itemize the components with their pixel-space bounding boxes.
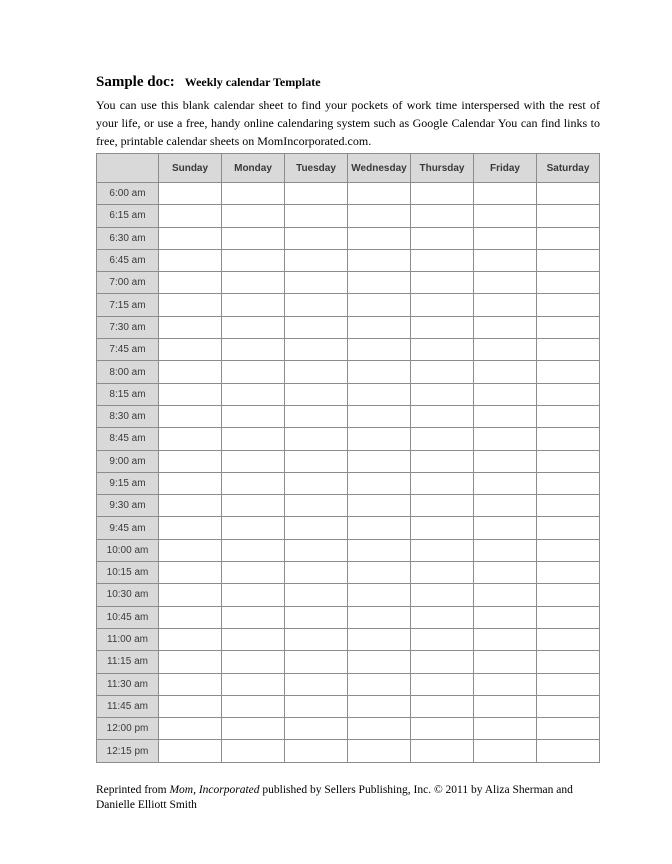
calendar-cell [537,383,600,405]
calendar-cell [537,405,600,427]
calendar-cell [222,205,285,227]
calendar-cell [285,539,348,561]
calendar-cell [537,695,600,717]
calendar-cell [159,539,222,561]
calendar-cell [411,405,474,427]
calendar-cell [474,651,537,673]
calendar-cell [159,383,222,405]
time-label: 8:15 am [97,383,159,405]
calendar-cell [411,339,474,361]
calendar-cell [285,183,348,205]
calendar-cell [474,740,537,762]
calendar-cell [159,628,222,650]
calendar-cell [222,294,285,316]
time-slot-row [97,383,600,405]
calendar-cell [537,472,600,494]
time-slot-row [97,584,600,606]
calendar-cell [474,339,537,361]
calendar-cell [348,472,411,494]
calendar-cell [222,562,285,584]
time-slot-row [97,606,600,628]
calendar-cell [285,249,348,271]
time-label: 9:30 am [97,495,159,517]
calendar-cell [537,740,600,762]
calendar-cell [411,183,474,205]
calendar-cell [222,539,285,561]
calendar-cell [537,495,600,517]
calendar-cell [537,249,600,271]
calendar-cell [285,584,348,606]
calendar-cell [474,361,537,383]
calendar-cell [537,361,600,383]
calendar-cell [537,272,600,294]
calendar-cell [411,205,474,227]
calendar-cell [348,227,411,249]
calendar-cell [411,628,474,650]
calendar-cell [348,539,411,561]
calendar-cell [348,249,411,271]
calendar-cell [222,227,285,249]
time-label: 8:45 am [97,428,159,450]
title-subtitle: Weekly calendar Template [184,75,321,89]
calendar-cell [222,272,285,294]
calendar-cell [222,606,285,628]
calendar-cell [159,272,222,294]
calendar-cell [474,673,537,695]
time-slot-row [97,205,600,227]
time-slot-row [97,316,600,338]
calendar-cell [285,383,348,405]
time-label: 6:15 am [97,205,159,227]
time-label: 6:00 am [97,183,159,205]
calendar-cell [159,405,222,427]
time-label: 8:30 am [97,405,159,427]
calendar-cell [537,339,600,361]
calendar-cell [348,294,411,316]
calendar-body [97,183,600,763]
calendar-cell [411,673,474,695]
calendar-cell [537,562,600,584]
calendar-cell [411,428,474,450]
calendar-cell [159,495,222,517]
calendar-cell [222,584,285,606]
calendar-cell [411,718,474,740]
calendar-cell [474,294,537,316]
calendar-cell [285,227,348,249]
time-slot-row [97,183,600,205]
calendar-cell [159,740,222,762]
intro-paragraph: You can use this blank calendar sheet to find your pockets of work time interspersed with the rest of your life, or use a free, handy online calendaring system such as Google Calendar You can find links to free, printable calendar sheets on MomIncorporated.com. [96,98,600,148]
calendar-cell [159,450,222,472]
time-slot-row [97,249,600,271]
time-slot-row [97,673,600,695]
calendar-cell [159,205,222,227]
calendar-cell [222,405,285,427]
day-header: Saturday [537,154,600,183]
day-header: Sunday [159,154,222,183]
calendar-cell [348,584,411,606]
time-slot-row [97,651,600,673]
calendar-cell [348,183,411,205]
calendar-cell [411,606,474,628]
footer-credit [96,783,600,813]
calendar-cell [474,249,537,271]
calendar-cell [285,562,348,584]
calendar-cell [537,673,600,695]
calendar-cell [348,673,411,695]
calendar-cell [474,718,537,740]
calendar-cell [285,472,348,494]
calendar-cell [348,651,411,673]
calendar-cell [222,316,285,338]
calendar-cell [537,718,600,740]
day-header: Wednesday [348,154,411,183]
calendar-cell [222,472,285,494]
calendar-cell [222,450,285,472]
calendar-cell [474,628,537,650]
calendar-cell [348,450,411,472]
calendar-cell [348,383,411,405]
calendar-cell [537,606,600,628]
calendar-cell [348,562,411,584]
calendar-cell [474,205,537,227]
title-label: Sample doc: [96,74,175,90]
calendar-cell [159,294,222,316]
calendar-cell [474,183,537,205]
calendar-cell [348,606,411,628]
calendar-cell [159,227,222,249]
calendar-cell [159,361,222,383]
calendar-cell [285,428,348,450]
time-slot-row [97,539,600,561]
calendar-cell [348,316,411,338]
time-label: 11:30 am [97,673,159,695]
time-label: 10:00 am [97,539,159,561]
time-slot-row [97,405,600,427]
calendar-cell [285,272,348,294]
calendar-cell [537,450,600,472]
time-slot-row [97,450,600,472]
calendar-cell [285,450,348,472]
time-slot-row [97,695,600,717]
calendar-cell [411,495,474,517]
calendar-cell [222,673,285,695]
calendar-cell [411,272,474,294]
footer-prefix: Reprinted from [96,784,170,796]
calendar-cell [159,606,222,628]
calendar-cell [285,695,348,717]
calendar-cell [474,227,537,249]
footer-suffix: published by Sellers Publishing, Inc. © 2011 by Aliza Sherman and Danielle Elliott Smith [96,784,573,811]
calendar-cell [411,472,474,494]
calendar-cell [285,606,348,628]
time-label: 8:00 am [97,361,159,383]
calendar-cell [474,383,537,405]
calendar-cell [222,495,285,517]
time-label: 7:15 am [97,294,159,316]
calendar-cell [411,651,474,673]
time-label: 7:00 am [97,272,159,294]
time-slot-row [97,472,600,494]
calendar-header-row [97,154,600,183]
time-label: 12:00 pm [97,718,159,740]
calendar-cell [537,584,600,606]
calendar-cell [222,718,285,740]
calendar-cell [537,539,600,561]
time-label: 9:15 am [97,472,159,494]
calendar-cell [222,628,285,650]
calendar-cell [537,227,600,249]
calendar-cell [474,405,537,427]
time-label: 6:45 am [97,249,159,271]
calendar-cell [474,539,537,561]
footer-book-title: Mom, Incorporated [169,784,260,796]
calendar-cell [348,361,411,383]
calendar-cell [474,472,537,494]
calendar-cell [285,718,348,740]
calendar-cell [348,339,411,361]
day-header: Thursday [411,154,474,183]
calendar-cell [348,495,411,517]
calendar-cell [222,517,285,539]
calendar-cell [285,294,348,316]
calendar-cell [159,339,222,361]
calendar-cell [474,517,537,539]
calendar-cell [159,249,222,271]
time-label: 10:15 am [97,562,159,584]
calendar-cell [285,316,348,338]
calendar-cell [285,205,348,227]
calendar-cell [537,517,600,539]
calendar-cell [222,695,285,717]
calendar-cell [411,539,474,561]
calendar-cell [537,183,600,205]
calendar-cell [285,673,348,695]
time-slot-row [97,339,600,361]
calendar-cell [411,383,474,405]
calendar-cell [159,695,222,717]
calendar-cell [222,339,285,361]
calendar-cell [348,740,411,762]
calendar-cell [159,428,222,450]
calendar-cell [348,272,411,294]
calendar-cell [285,495,348,517]
time-slot-row [97,272,600,294]
time-slot-row [97,740,600,762]
time-slot-row [97,428,600,450]
calendar-cell [285,361,348,383]
calendar-cell [222,249,285,271]
time-label: 7:30 am [97,316,159,338]
calendar-cell [348,517,411,539]
document-title [96,72,321,92]
time-slot-row [97,227,600,249]
calendar-cell [474,272,537,294]
calendar-cell [159,316,222,338]
calendar-cell [348,205,411,227]
time-label: 9:00 am [97,450,159,472]
calendar-cell [222,383,285,405]
time-slot-row [97,718,600,740]
time-label: 11:15 am [97,651,159,673]
time-label: 12:15 pm [97,740,159,762]
time-slot-row [97,562,600,584]
calendar-cell [537,316,600,338]
calendar-cell [222,651,285,673]
calendar-cell [474,695,537,717]
calendar-cell [285,628,348,650]
calendar-cell [159,472,222,494]
calendar-cell [411,316,474,338]
calendar-cell [348,405,411,427]
calendar-cell [159,718,222,740]
time-slot-row [97,517,600,539]
time-label: 6:30 am [97,227,159,249]
calendar-cell [222,740,285,762]
calendar-cell [285,405,348,427]
calendar-cell [411,517,474,539]
calendar-cell [411,227,474,249]
calendar-cell [159,562,222,584]
calendar-cell [537,651,600,673]
calendar-cell [159,651,222,673]
calendar-cell [285,517,348,539]
calendar-cell [474,316,537,338]
calendar-cell [537,628,600,650]
day-header: Friday [474,154,537,183]
time-label: 7:45 am [97,339,159,361]
calendar-cell [474,584,537,606]
calendar-cell [411,450,474,472]
time-label: 11:45 am [97,695,159,717]
calendar-cell [348,718,411,740]
calendar-cell [474,450,537,472]
time-label: 9:45 am [97,517,159,539]
calendar-cell [159,517,222,539]
calendar-cell [411,740,474,762]
calendar-cell [222,183,285,205]
time-label: 10:45 am [97,606,159,628]
calendar-cell [411,249,474,271]
calendar-cell [348,695,411,717]
corner-cell [97,154,159,183]
calendar-cell [537,205,600,227]
calendar-cell [348,428,411,450]
calendar-cell [474,562,537,584]
calendar-cell [474,495,537,517]
calendar-cell [411,294,474,316]
calendar-cell [411,584,474,606]
calendar-cell [474,606,537,628]
day-header: Monday [222,154,285,183]
calendar-cell [411,361,474,383]
calendar-cell [285,339,348,361]
calendar-cell [411,562,474,584]
calendar-cell [159,673,222,695]
time-slot-row [97,628,600,650]
calendar-cell [537,294,600,316]
time-slot-row [97,294,600,316]
calendar-cell [285,740,348,762]
calendar-cell [159,183,222,205]
calendar-cell [222,361,285,383]
time-slot-row [97,495,600,517]
time-slot-row [97,361,600,383]
calendar-cell [411,695,474,717]
calendar-cell [537,428,600,450]
time-label: 10:30 am [97,584,159,606]
calendar-cell [474,428,537,450]
time-label: 11:00 am [97,628,159,650]
weekly-calendar-table [96,153,600,763]
calendar-cell [222,428,285,450]
calendar-cell [285,651,348,673]
calendar-cell [348,628,411,650]
calendar-cell [159,584,222,606]
day-header: Tuesday [285,154,348,183]
